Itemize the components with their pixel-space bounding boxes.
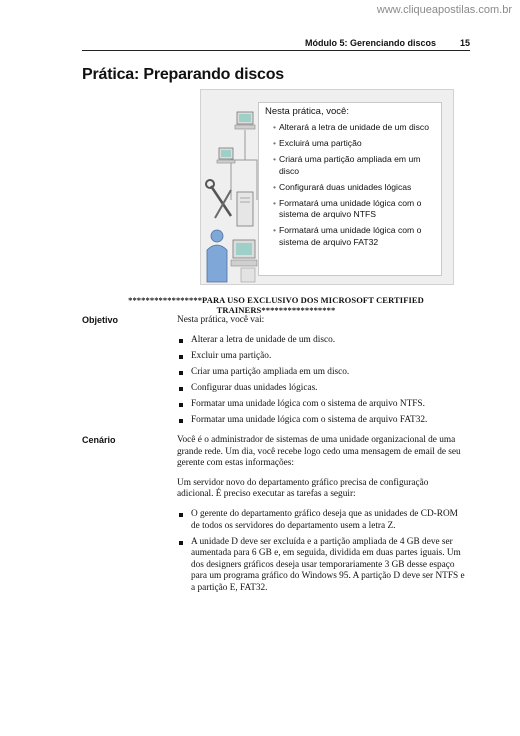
cenario-label: Cenário: [82, 435, 116, 445]
objetivo-section: [177, 315, 467, 431]
objetivo-item: Formatar uma unidade lógica com o sistema de arquivo FAT32.: [177, 415, 467, 427]
cenario-item: O gerente do departamento gráfico deseja que as unidades de CD-ROM de todos os servidores do departamento usem a letra Z.: [177, 509, 467, 532]
cenario-list: [177, 509, 467, 595]
watermark: www.cliqueapostilas.com.br: [376, 4, 512, 16]
objetivo-item: Configurar duas unidades lógicas.: [177, 383, 467, 395]
objetivo-label: Objetivo: [82, 315, 119, 325]
running-head: [82, 38, 470, 48]
cenario-section: [177, 435, 467, 599]
objetivo-intro: Nesta prática, você vai:: [177, 315, 265, 325]
computer-illustration-icon: [201, 90, 265, 284]
objetivo-item: Formatar uma unidade lógica com o sistema de arquivo NTFS.: [177, 399, 467, 411]
slide-bullet-list: [279, 122, 439, 253]
cenario-paragraph: Um servidor novo do departamento gráfico precisa de configuração adicional. É preciso executar as tarefas a seguir:: [177, 477, 429, 500]
slide-text-panel: [258, 102, 442, 276]
objetivo-item: Criar uma partição ampliada em um disco.: [177, 367, 467, 379]
slide-bullet: • Formatará uma unidade lógica com o sistema de arquivo NTFS: [279, 198, 439, 221]
objetivo-item: Alterar a letra de unidade de um disco.: [177, 335, 467, 347]
mct-banner: *****************PARA USO EXCLUSIVO DOS MICROSOFT CERTIFIED TRAINERS*****************: [128, 295, 424, 315]
cenario-paragraph: Você é o administrador de sistemas de uma unidade organizacional de uma grande rede. Um dia, você recebe logo cedo uma mensagem de email de seu gerente com estas informações:: [177, 435, 461, 469]
objetivo-item: Excluir uma partição.: [177, 351, 467, 363]
slide-bullet: • Excluirá uma partição: [279, 138, 439, 150]
slide-heading: Nesta prática, você:: [265, 106, 349, 117]
objetivo-list: [177, 335, 467, 427]
running-head-title: Módulo 5: Gerenciando discos: [304, 38, 436, 48]
slide-bullet: • Criará uma partição ampliada em um disco: [279, 154, 439, 177]
slide-graphic: [200, 89, 454, 285]
slide-bullet: • Alterará a letra de unidade de um disco: [279, 122, 439, 134]
header-divider: [82, 50, 470, 51]
slide-bullet: • Configurará duas unidades lógicas: [279, 182, 439, 194]
slide-bullet: • Formatará uma unidade lógica com o sistema de arquivo FAT32: [279, 225, 439, 248]
page-number: 15: [459, 38, 470, 48]
page-title: Prática: Preparando discos: [82, 66, 284, 83]
cenario-item: A unidade D deve ser excluída e a partição ampliada de 4 GB deve ser aumentada para 6 GB e, em seguida, dividida em duas partes iguais. Um dos designers gráficos deseja usar temporariamente 3 GB desse espaço para um programa gráfico do Windows 95. A partição D deve ser NTFS e a partição E, FAT32.: [177, 537, 467, 595]
